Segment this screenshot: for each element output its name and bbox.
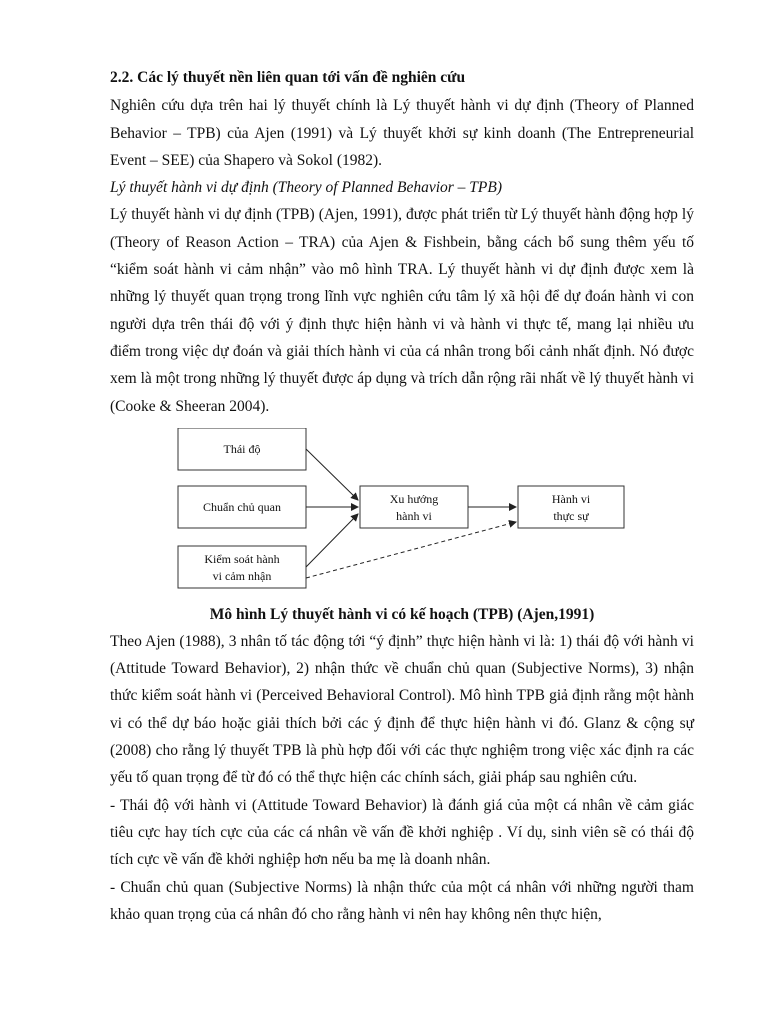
attitude-arrow [306,449,358,500]
control-label-line2: vi cảm nhận [212,568,272,583]
tpb-subheading: Lý thuyết hành vi dự định (Theory of Planned Behavior – TPB) [110,179,503,197]
tpb-paragraph: Lý thuyết hành vi dự định (TPB) (Ajen, 1991), được phát triển từ Lý thuyết hành động hợp lý (Theory of Reason Action – TRA) của Ajen & Fishbein, bằng cách bổ sung thêm yếu tố “kiểm soát hành vi cảm nhận” vào mô hình TRA. Lý thuyết hành vi dự định được xem là những lý thuyết quan trọng trong lĩnh vực nghiên cứu tâm lý xã hội để dự đoán hành vi con người dựa trên thái độ với ý định thực hiện hành vi và hành vi thực tế, mang lại nhiều ưu điểm trong việc dự đoán và giải thích hành vi của cá nhân trong bối cảnh nhất định. Nó được xem là một trong những lý thuyết được áp dụng và trích dẫn rộng rãi nhất về lý thuyết hành vi (Cooke & Sheeran 2004). [110,206,694,415]
norms-paragraph: - Chuẩn chủ quan (Subjective Norms) là nhận thức của một cá nhân với những người tham khảo quan trọng của cá nhân đó cho rằng hành vi nên hay không nên thực hiện, [110,878,694,923]
section-heading: 2.2. Các lý thuyết nền liên quan tới vấn đề nghiên cứu [110,69,466,86]
attitude-paragraph: - Thái độ với hành vi (Attitude Toward Behavior) là đánh giá của một cá nhân về cảm giác tiêu cực hay tích cực của các cá nhân về vấn đề khởi nghiệp . Ví dụ, sinh viên sẽ có thái độ tích cực về vấn đề khởi nghiệp hơn nếu ba mẹ là doanh nhân. [110,796,694,869]
document-content [110,64,694,928]
intention-label-line2: hành vi [396,508,432,523]
behavior-label-line1: Hành vi [551,491,591,506]
control-label-line1: Kiểm soát hành [204,551,280,566]
diagram-caption: Mô hình Lý thuyết hành vi có kế hoạch (TPB) (Ajen,1991) [209,605,595,623]
theo-ajen-paragraph: Theo Ajen (1988), 3 nhân tố tác động tới “ý định” thực hiện hành vi là: 1) thái độ với hành vi (Attitude Toward Behavior), 2) nhận thức về chuẩn chủ quan (Subjective Norms), 3) nhận thức kiểm soát hành vi (Perceived Behavioral Control). Mô hình TPB giả định rằng một hành vi có thể dự báo hoặc giải thích bởi các ý định để thực hiện hành vi đó. Glanz & cộng sự (2008) cho rằng lý thuyết TPB là phù hợp đối với các thực nghiệm trong việc xác định ra các yếu tố quan trọng để từ đó có thể thực hiện các chính sách, giải pháp sau nghiên cứu. [110,632,694,787]
intro-paragraph: Nghiên cứu dựa trên hai lý thuyết chính là Lý thuyết hành vi dự định (Theory of Planned Behavior – TPB) của Ajen (1991) và Lý thuyết khởi sự kinh doanh (The Entrepreneurial Event – SEE) của Shapero và Sokol (1982). [110,97,694,169]
control-arrow [306,514,358,567]
behavior-label-line2: thực sự [553,508,589,523]
tpb-diagram-svg [110,428,694,598]
control-behavior-dashed-arrow [306,522,516,578]
norms-label: Chuẩn chủ quan [203,499,281,514]
tpb-diagram [110,428,694,598]
attitude-label: Thái độ [223,441,261,456]
intention-label-line1: Xu hướng [389,491,439,506]
